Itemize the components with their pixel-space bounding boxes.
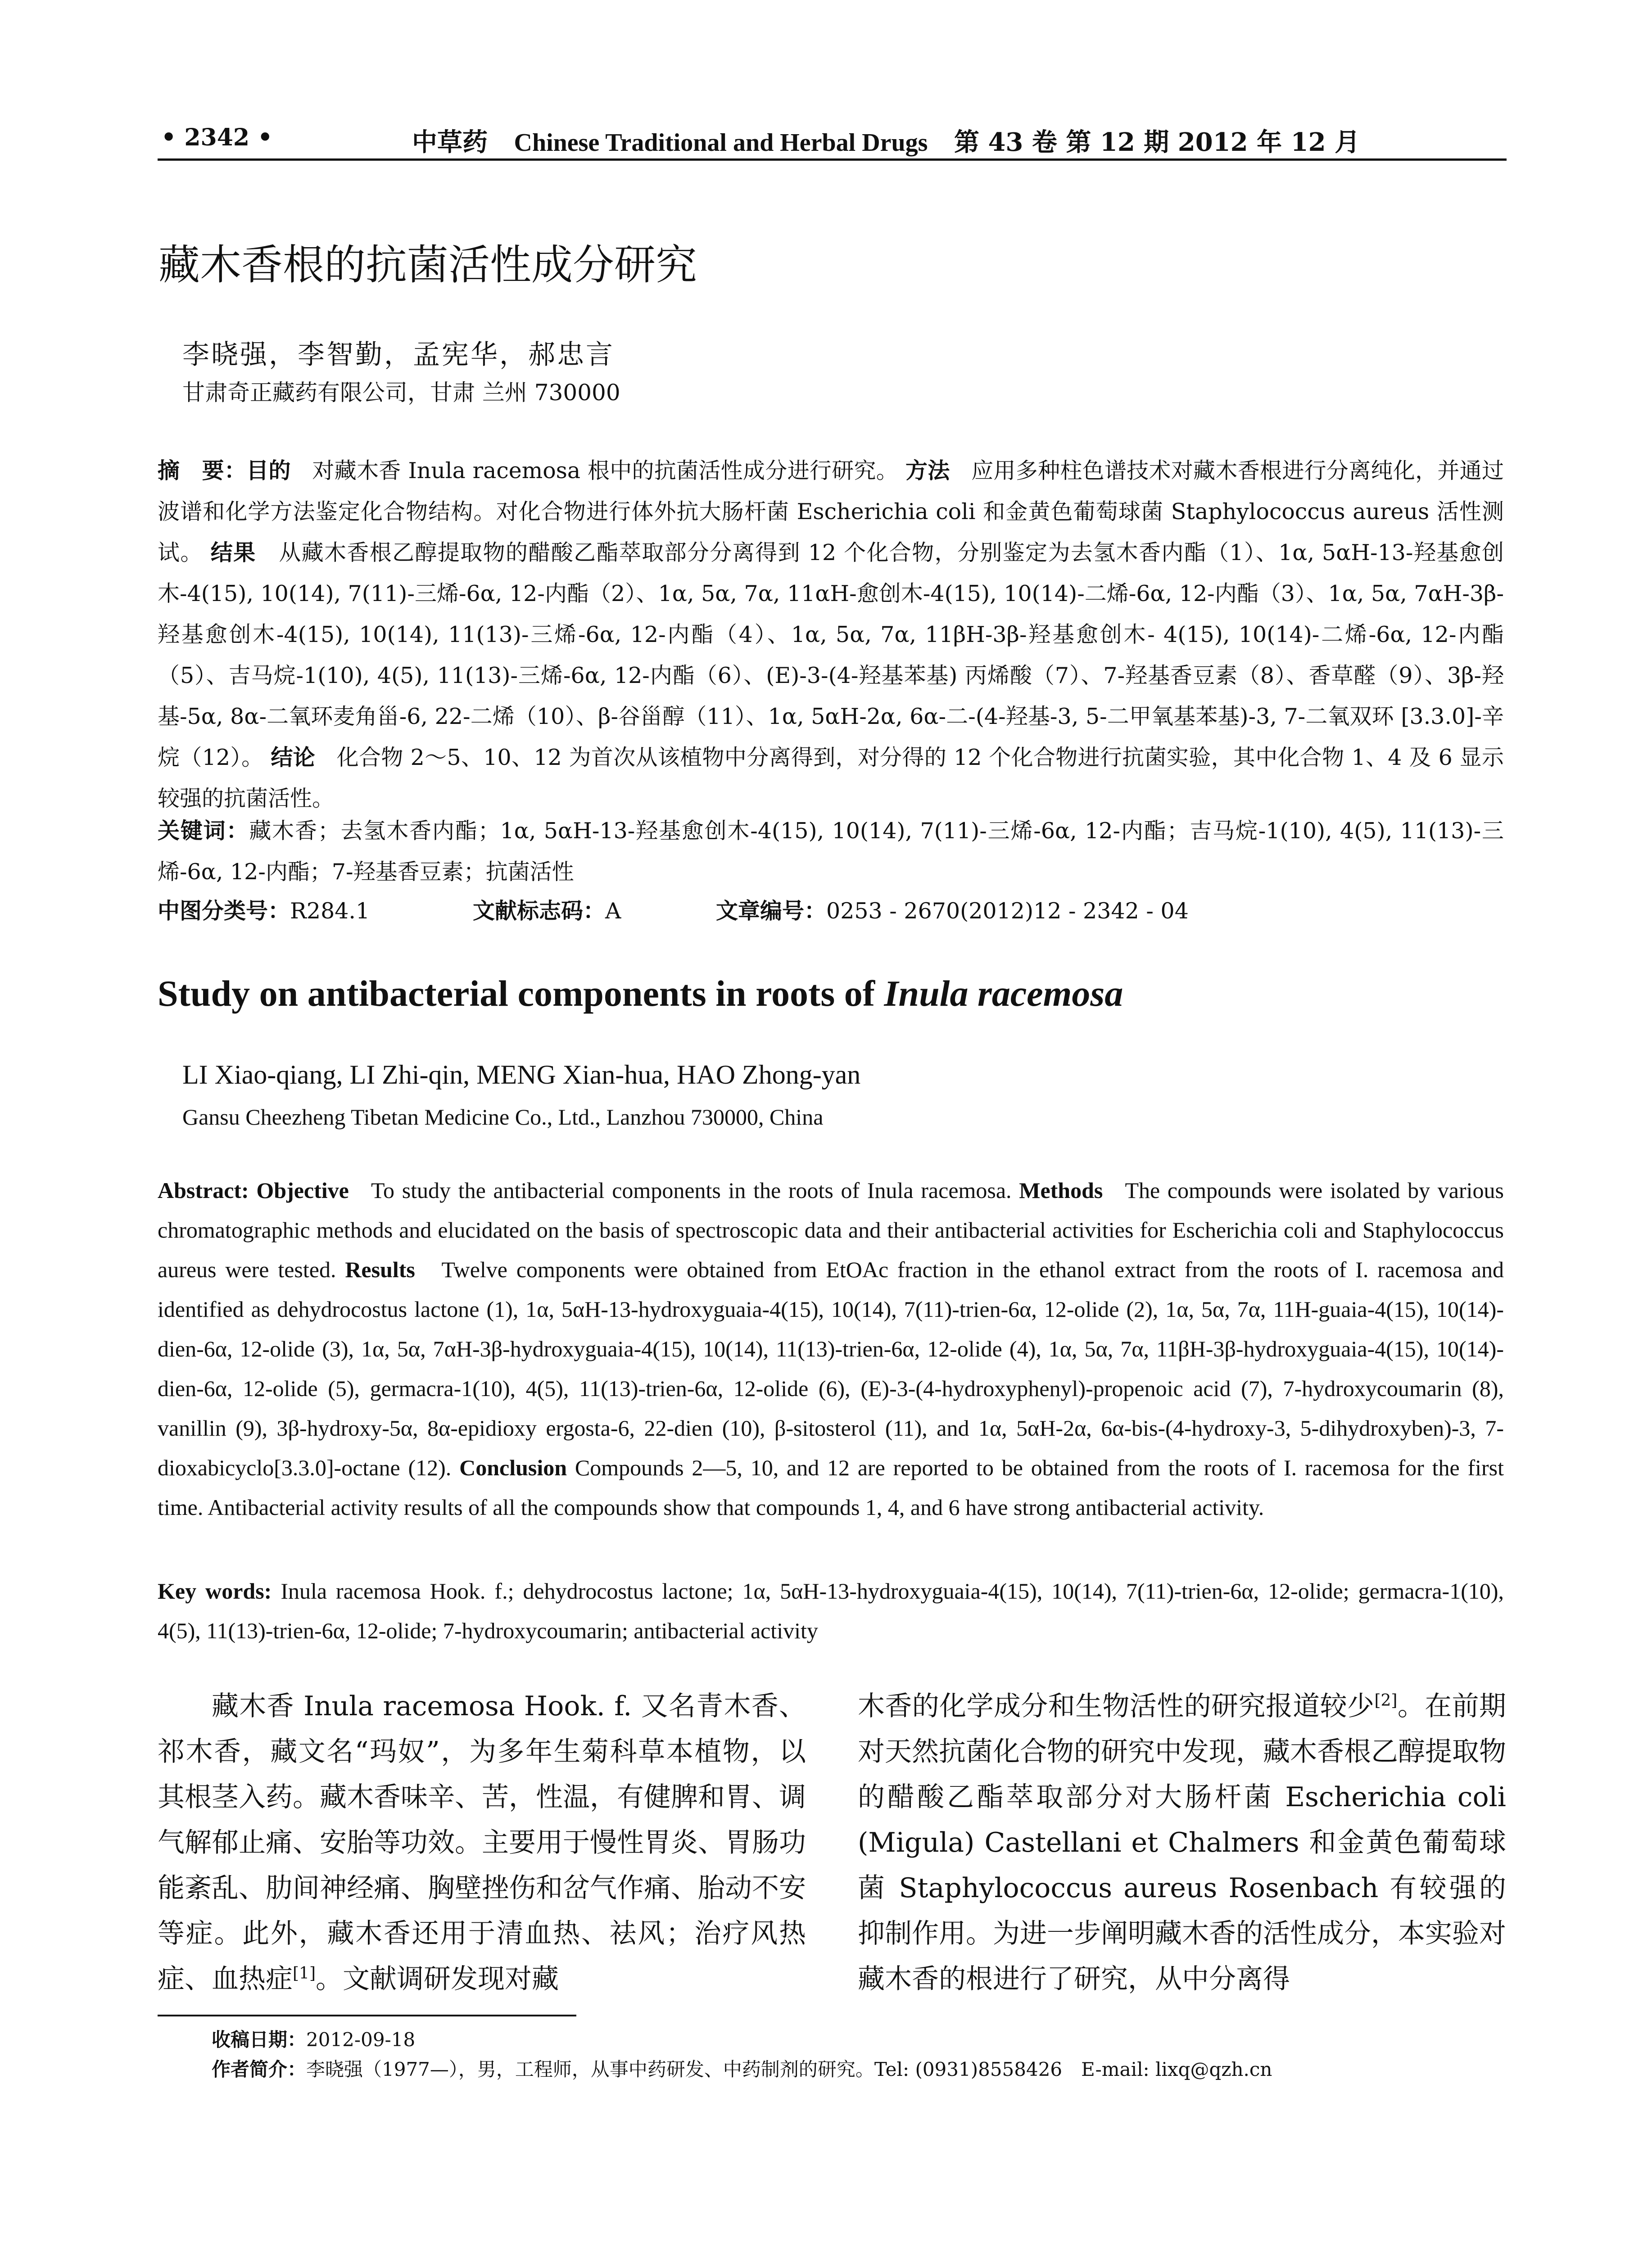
article-no-value: 0253 - 2670(2012)12 - 2342 - 04 xyxy=(826,898,1189,924)
paper-title-en xyxy=(158,972,1123,1015)
received-value: 2012-09-18 xyxy=(306,2029,416,2051)
title-en-species: Inula racemosa xyxy=(884,973,1123,1014)
authors-cn: 李晓强，李智勤，孟宪华，郝忠言 xyxy=(182,339,615,371)
journal-name-en: Chinese Traditional and Herbal Drugs xyxy=(514,129,928,157)
keywords-text-en: Inula racemosa Hook. f.; dehydrocostus lactone; 1α, 5αH-13-hydroxyguaia-4(15), 10(14), 7(11)-trien-6α, 12-olide; germacra-1(10), 4(5), 11(13)-trien-6α, 12-olide; 7-hydroxycoumarin; antibacterial activity xyxy=(158,1578,1504,1643)
methods-label-en: Methods xyxy=(1019,1178,1103,1203)
results-label-cn: 结果 xyxy=(210,540,256,565)
body-left-tail: 。文献调研发现对藏 xyxy=(316,1963,559,1995)
body-column-right xyxy=(858,1684,1506,2002)
body-right-text: 木香的化学成分和生物活性的研究报道较少 xyxy=(858,1691,1375,1722)
body-left-text: 藏木香 Inula racemosa Hook. f. 又名青木香、祁木香，藏文名“玛奴”，为多年生菊科草本植物，以其根茎入药。藏木香味辛、苦，性温，有健脾和胃、调气解郁止痛、安胎等功效。主要用于慢性胃炎、胃肠功能紊乱、肋间神经痛、胸壁挫伤和岔气作痛、胎动不安等症。此外，藏木香还用于清血热、祛风；治疗风热症、血热症 xyxy=(158,1691,806,1995)
results-text-en: Twelve components were obtained from EtOAc fraction in the ethanol extract from the roots of I. racemosa and identified as dehydrocostus lactone (1), 1α, 5αH-13-hydroxyguaia-4(15), 10(14), 7(11)-trien-6α, 12-olide (2), 1α, 5α, 7α, 11H-guaia-4(15), 10(14)-dien-6α, 12-olide (3), 1α, 5α, 7αH-3β-hydroxyguaia-4(15), 10(14), 11(13)-trien-6α, 12-olide (4), 1α, 5α, 7α, 11βH-3β-hydroxyguaia-4(15), 10(14)-dien-6α, 12-olide (5), germacra-1(10), 4(5), 11(13)-trien-6α, 12-olide (6), (E)-3-(4-hydroxyphenyl)-propenoic acid (7), 7-hydroxycoumarin (8), vanillin (9), 3β-hydroxy-5α, 8α-epidioxy ergosta-6, 22-dien (10), β-sitosterol (11), and 1α, 5αH-2α, 6α-bis-(4-hydroxy-3, 5-dihydroxyben)-3, 7-dioxabicyclo[3.3.0]-octane (12). xyxy=(158,1257,1504,1480)
doc-code-value: A xyxy=(605,898,621,924)
doc-code-label: 文献标志码： xyxy=(473,898,606,924)
affiliation-cn: 甘肃奇正藏药有限公司，甘肃 兰州 730000 xyxy=(182,380,620,406)
citation-1: [1] xyxy=(293,1964,316,1983)
abstract-label-cn: 摘 要： xyxy=(158,458,247,484)
abstract-cn xyxy=(158,450,1504,819)
objective-text-en: To study the antibacterial components in the roots of Inula racemosa. xyxy=(371,1178,1012,1203)
author-bio-label: 作者简介： xyxy=(212,2058,307,2080)
received-date xyxy=(212,2025,415,2052)
conclusion-label-cn: 结论 xyxy=(271,745,316,770)
footnote-rule xyxy=(158,2015,576,2016)
conclusion-text-en: Compounds 2—5, 10, and 12 are reported to be obtained from the roots of I. racemosa for the first time. Antibacterial activity results of all the compounds show that compounds 1, 4, and 6 have strong antibacterial activity. xyxy=(158,1455,1504,1520)
abstract-label-en: Abstract: Objective xyxy=(158,1178,349,1203)
journal-name-cn: 中草药 xyxy=(412,127,488,157)
authors-en: LI Xiao-qiang, LI Zhi-qin, MENG Xian-hua, HAO Zhong-yan xyxy=(182,1060,861,1089)
body-column-left xyxy=(158,1684,806,2002)
body-right-tail: 。在前期对天然抗菌化合物的研究中发现，藏木香根乙醇提取物的醋酸乙酯萃取部分对大肠杆菌 Escherichia coli (Migula) Castellani et Chalmers 和金黄色葡萄球菌 Staphylococcus aureus Rosenbach 有较强的抑制作用。为进一步阐明藏木香的活性成分，本实验对藏木香的根进行了研究，从中分离得 xyxy=(858,1691,1507,1995)
article-no-label: 文章编号： xyxy=(716,898,827,924)
author-bio-text: 李晓强（1977—），男，工程师，从事中药研发、中药制剂的研究。Tel: (0931)8558426 E-mail: lixq@qzh.cn xyxy=(306,2058,1272,2080)
header-rule xyxy=(158,158,1507,161)
methods-label-cn: 方法 xyxy=(905,458,950,484)
title-en-main: Study on antibacterial components in roots of xyxy=(158,973,884,1014)
clc-value: R284.1 xyxy=(290,898,370,924)
page-number: • 2342 • xyxy=(161,124,273,151)
author-bio xyxy=(212,2055,1272,2082)
citation-2: [2] xyxy=(1374,1691,1398,1710)
methods-text-en: The compounds were isolated by various chromatographic methods and elucidated on the basis of spectroscopic data and their antibacterial activities for Escherichia coli and Staphylococcus aureus were tested. xyxy=(158,1178,1504,1282)
keywords-label-en: Key words: xyxy=(158,1578,272,1604)
received-label: 收稿日期： xyxy=(212,2029,307,2051)
conclusion-text-cn: 化合物 2～5、10、12 为首次从该植物中分离得到，对分得的 12 个化合物进行抗菌实验，其中化合物 1、4 及 6 显示较强的抗菌活性。 xyxy=(158,745,1504,811)
keywords-label-cn: 关键词： xyxy=(158,818,249,844)
objective-label-cn: 目的 xyxy=(246,458,291,484)
conclusion-label-en: Conclusion xyxy=(459,1455,567,1480)
journal-issue: 第 43 卷 第 12 期 2012 年 12 月 xyxy=(954,127,1360,157)
results-label-en: Results xyxy=(345,1257,415,1282)
objective-text-cn: 对藏木香 Inula racemosa 根中的抗菌活性成分进行研究。 xyxy=(312,458,899,484)
abstract-en xyxy=(158,1171,1504,1527)
keywords-cn xyxy=(158,810,1504,892)
journal-header xyxy=(412,122,1360,158)
classification-line xyxy=(158,894,1189,925)
affiliation-en: Gansu Cheezheng Tibetan Medicine Co., Ltd., Lanzhou 730000, China xyxy=(182,1104,824,1130)
methods-text-cn: 应用多种柱色谱技术对藏木香根进行分离纯化，并通过波谱和化学方法鉴定化合物结构。对化合物进行体外抗大肠杆菌 Escherichia coli 和金黄色葡萄球菌 Staphylococcus aureus 活性测试。 xyxy=(158,458,1504,565)
keywords-en xyxy=(158,1571,1504,1650)
clc-label: 中图分类号： xyxy=(158,898,290,924)
results-text-cn: 从藏木香根乙醇提取物的醋酸乙酯萃取部分分离得到 12 个化合物，分别鉴定为去氢木香内酯（1）、1α, 5αH-13-羟基愈创木-4(15), 10(14), 7(11)-三烯-6α, 12-内酯（2）、1α, 5α, 7α, 11αH-愈创木-4(15), 10(14)-二烯-6α, 12-内酯（3）、1α, 5α, 7αH-3β-羟基愈创木-4(15), 10(14), 11(13)-三烯-6α, 12-内酯（4）、1α, 5α, 7α, 11βH-3β-羟基愈创木- 4(15), 10(14)-二烯-6α, 12-内酯（5）、吉马烷-1(10), 4(5), 11(13)-三烯-6α, 12-内酯（6）、(E)-3-(4-羟基苯基) 丙烯酸（7）、7-羟基香豆素（8）、香草醛（9）、3β-羟基-5α, 8α-二氧环麦角甾-6, 22-二烯（10）、β-谷甾醇（11）、1α, 5αH-2α, 6α-二-(4-羟基-3, 5-二甲氧基苯基)-3, 7-二氧双环 [3.3.0]-辛烷（12）。 xyxy=(158,540,1504,770)
paper-title-cn: 藏木香根的抗菌活性成分研究 xyxy=(158,241,697,289)
keywords-text-cn: 藏木香；去氢木香内酯；1α, 5αH-13-羟基愈创木-4(15), 10(14), 7(11)-三烯-6α, 12-内酯；吉马烷-1(10), 4(5), 11(13)-三烯-6α, 12-内酯；7-羟基香豆素；抗菌活性 xyxy=(158,818,1504,885)
